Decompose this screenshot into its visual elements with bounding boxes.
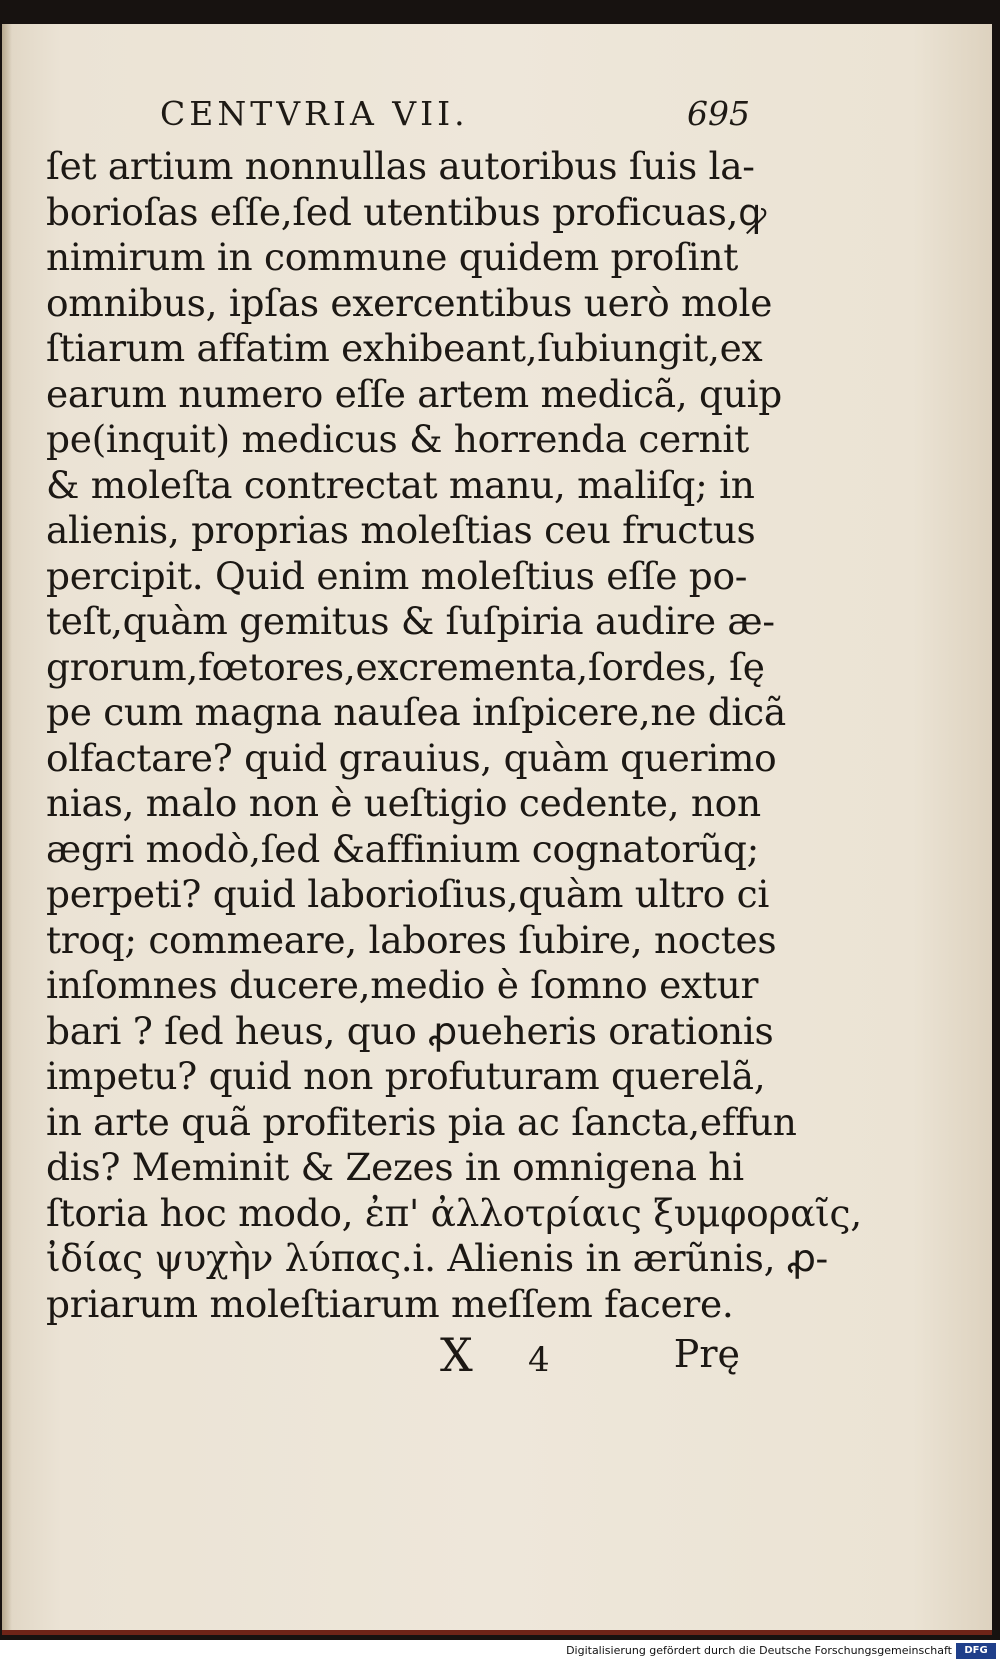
text-line: nimirum in commune quidem proſint [46, 235, 738, 279]
running-head [160, 86, 750, 146]
text-line: ſtoria hoc modo, ἐπ' ἀλλοτρίαις ξυμφοραῖς, [46, 1190, 862, 1235]
body-text [46, 144, 862, 1327]
text-line: earum numero eſſe artem medicã, quip [46, 371, 782, 416]
text-line: omnibus, ipſas exercentibus uerò mole [46, 280, 773, 325]
dfg-logo-icon: DFG [956, 1643, 996, 1659]
text-line: olfactare? quid grauius, quàm querimo [46, 735, 777, 780]
signature-mark: X [440, 1328, 473, 1382]
text-line: ἰδίας ψυχὴν λύπας.i. Alienis in ærũnis, ꝓ- [46, 1236, 828, 1280]
text-line: impetu? quid non profuturam querelã, [46, 1054, 766, 1098]
text-line: pe(inquit) medicus & horrenda cernit [46, 417, 749, 461]
text-line: dis? Meminit & Zezes in omnigena hi [46, 1145, 744, 1189]
text-line: borioſas eſſe,ſed utentibus proficuas,ꝙ [46, 189, 767, 234]
text-line: bari ? ſed heus, quo ꝓueheris orationis [46, 1008, 774, 1053]
text-line: perpeti? quid laborioſius,quàm ultro ci [46, 872, 770, 916]
text-line: alienis, proprias moleſtias ceu fructus [46, 508, 756, 552]
text-line: in arte quã profiteris pia ac ſancta,effun [46, 1099, 797, 1144]
digitization-footer [0, 1640, 1000, 1664]
catchword: Prę [673, 1332, 740, 1376]
funding-credit: Digitalisierung gefördert durch die Deutsche Forschungsgemeinschaft [566, 1644, 952, 1657]
text-line: ſtiarum affatim exhibeant,ſubiungit,ex [46, 326, 763, 370]
text-line: pe cum magna nauſea inſpicere,ne dicã [46, 690, 786, 734]
text-line: grorum,fœtores,excrementa,ſordes, ſę [46, 644, 765, 689]
text-line: ægri modò,ſed &affinium cognatorũq; [46, 826, 759, 871]
catchline [440, 1328, 740, 1382]
running-head-title: CENTVRIA VII. [160, 94, 469, 133]
text-line: percipit. Quid enim moleſtius eſſe po- [46, 553, 748, 598]
text-line: & moleſta contrectat manu, maliſq; in [46, 462, 755, 507]
signature-number: 4 [528, 1340, 550, 1380]
text-line: priarum moleſtiarum meſſem facere. [46, 1281, 734, 1326]
text-line: teſt,quàm gemitus & ſuſpiria audire æ- [46, 599, 775, 643]
text-line: inſomnes ducere,medio è ſomno extur [46, 963, 759, 1007]
text-line: nias, malo non è ueſtigio cedente, non [46, 781, 761, 825]
text-line: ſet artium nonnullas autoribus ſuis la- [46, 144, 755, 188]
text-line: troq; commeare, labores ſubire, noctes [46, 917, 777, 962]
page-gutter-shadow [2, 24, 12, 1630]
page-number: 695 [687, 94, 750, 133]
